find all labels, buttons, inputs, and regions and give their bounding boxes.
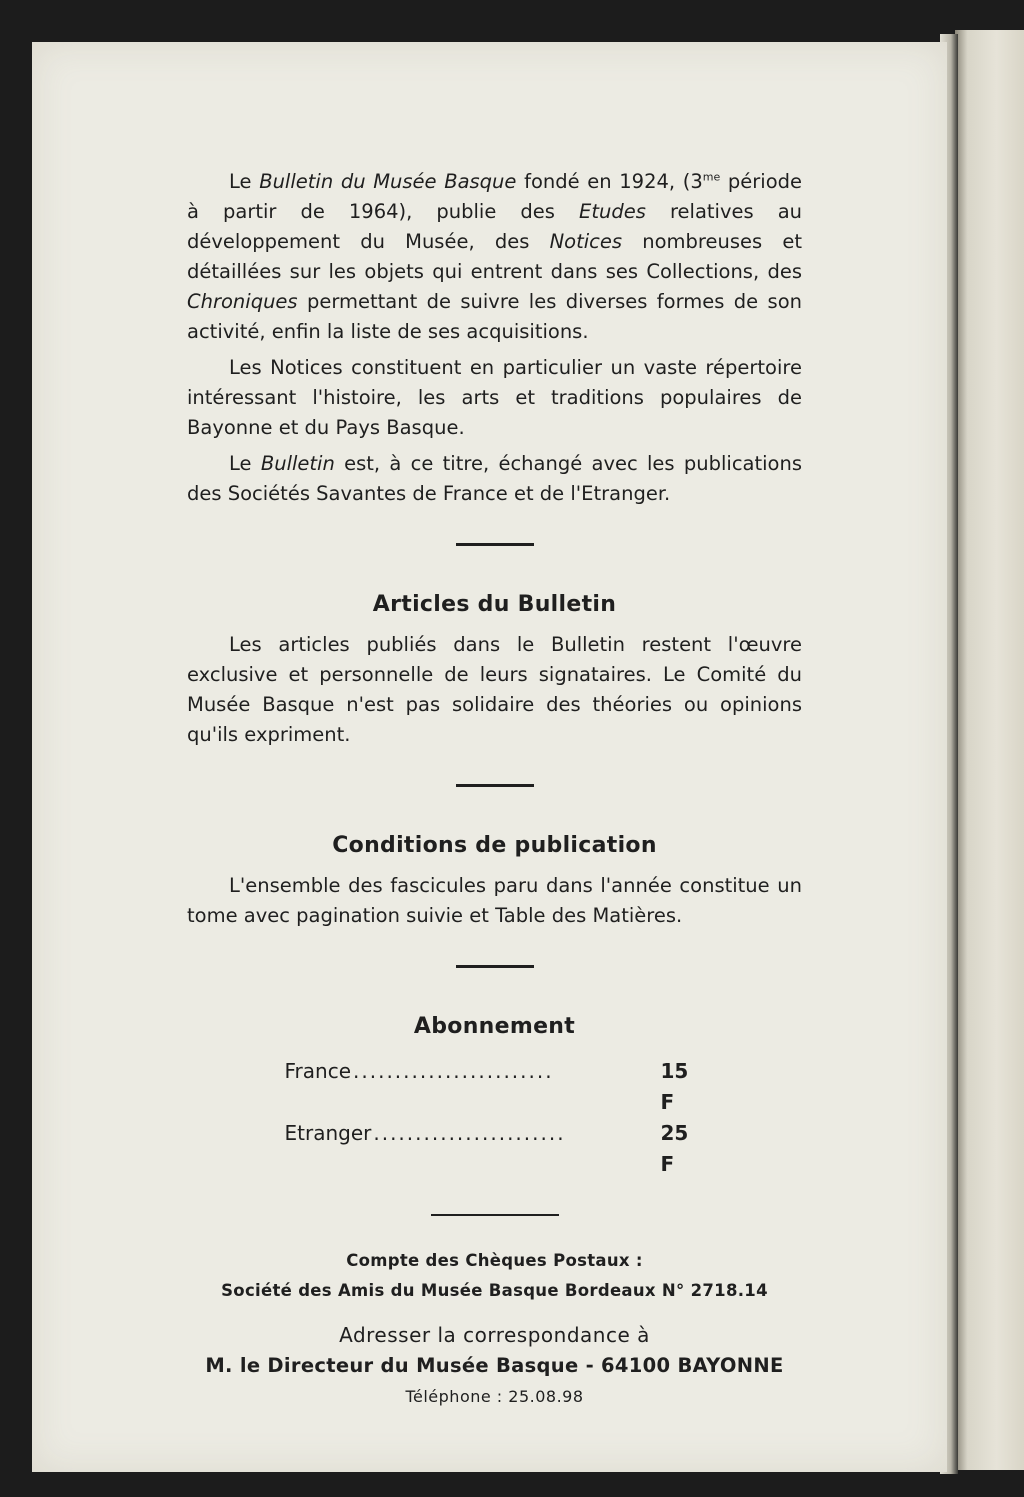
bulletin-term: Bulletin <box>260 452 335 475</box>
subscription-table <box>285 1056 705 1180</box>
address-intro: Adresser la correspondance à <box>339 1323 650 1347</box>
intro-text: période à partir de 1964), publie des <box>187 170 803 223</box>
document-page <box>32 42 947 1472</box>
subscription-country: Etranger <box>284 1121 372 1145</box>
dot-leader: ........................ <box>353 1059 554 1083</box>
page-content <box>187 167 802 1412</box>
bulletin-title: Bulletin du Musée Basque <box>259 170 517 193</box>
subscription-price: 15 F <box>660 1059 689 1114</box>
phone-number: Téléphone : 25.08.98 <box>405 1387 584 1406</box>
subscription-row <box>285 1056 705 1118</box>
section-divider <box>431 1214 559 1216</box>
intro-paragraph-1 <box>187 167 802 347</box>
intro-text: Le <box>229 170 252 193</box>
contact-block <box>187 1246 802 1412</box>
cheque-heading: Compte des Chèques Postaux : <box>346 1251 643 1270</box>
subscription-country: France <box>284 1059 352 1083</box>
cheque-account: Société des Amis du Musée Basque Bordeaux N° 2718.14 <box>221 1281 768 1300</box>
intro-paragraph-3 <box>187 449 802 509</box>
intro-text: nombreuses et détaillées sur les objets qui entrent dans ses Collections, des <box>187 230 803 283</box>
articles-paragraph: Les articles publiés dans le Bulletin restent l'œuvre exclusive et personnelle de leurs signataires. Le Comité du Musée Basque n'est pas solidaire des théories ou opinions qu'ils expriment. <box>187 633 802 746</box>
subscription-row <box>285 1118 705 1180</box>
articles-heading: Articles du Bulletin <box>372 592 617 617</box>
dot-leader: ....................... <box>373 1121 566 1145</box>
conditions-paragraph: L'ensemble des fascicules paru dans l'année constitue un tome avec pagination suivie et Table des Matières. <box>187 874 802 927</box>
chroniques-term: Chroniques <box>187 290 298 313</box>
intro-text: Le <box>229 452 252 475</box>
section-divider <box>456 784 534 787</box>
intro-text: permettant de suivre les diverses formes de son activité, enfin la liste de ses acquisitions. <box>187 290 802 343</box>
subscription-heading: Abonnement <box>413 1014 576 1039</box>
adjacent-page-edge <box>955 30 1024 1470</box>
section-divider <box>456 543 534 546</box>
subscription-price: 25 F <box>660 1121 689 1176</box>
intro-paragraph-2: Les Notices constituent en particulier un vaste répertoire intéressant l'histoire, les arts et traditions populaires de Bayonne et du Pays Basque. <box>187 356 802 439</box>
intro-text: relatives au développement du Musée, des <box>187 200 803 253</box>
conditions-heading: Conditions de publication <box>332 833 657 858</box>
director-address: M. le Directeur du Musée Basque - 64100 BAYONNE <box>205 1354 784 1377</box>
section-divider <box>456 965 534 968</box>
etudes-term: Etudes <box>579 200 646 223</box>
superscript: me <box>702 170 721 184</box>
intro-text: est, à ce titre, échangé avec les publications des Sociétés Savantes de France et de l'Etranger. <box>187 452 802 505</box>
notices-term: Notices <box>549 230 623 253</box>
intro-text: fondé en 1924, (3 <box>524 170 703 193</box>
